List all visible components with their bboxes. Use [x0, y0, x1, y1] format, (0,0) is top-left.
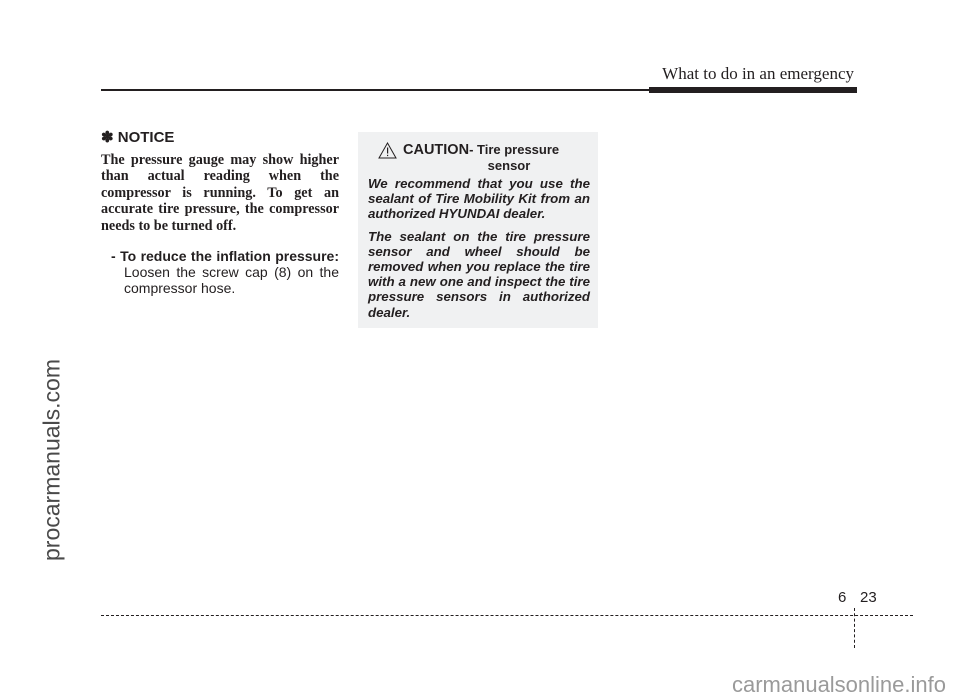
- caution-paragraph-2: The sealant on the tire pressure sensor and wheel should be removed when you replace the tire with a new one and inspect the tire pressure sensors in authorized dealer.: [368, 228, 590, 320]
- notice-body: The pressure gauge may show higher than actual reading when the compressor is running. To get an accurate tire pressure, the compressor needs to be turned off.: [101, 152, 339, 234]
- caution-header: [378, 142, 590, 159]
- bullet-lead: - To reduce the inflation pressure:: [111, 248, 339, 265]
- bullet-text: Loosen the screw cap (8) on the compressor hose.: [124, 264, 339, 297]
- notice-title: [101, 128, 339, 146]
- notice-title-text: ✽ NOTICE: [101, 129, 175, 146]
- warning-triangle-icon: [378, 142, 397, 159]
- caution-box: [358, 132, 598, 328]
- caution-paragraph-1: We recommend that you use the sealant of Tire Mobility Kit from an authorized HYUNDAI dealer.: [368, 176, 590, 222]
- caution-subtitle: - Tire pressure: [469, 142, 560, 157]
- notice-section: [101, 128, 339, 296]
- header-accent-bar: [649, 87, 857, 93]
- caution-label: CAUTION: [403, 142, 470, 158]
- chapter-number: 6: [838, 589, 847, 606]
- caution-subtitle-line2: sensor: [487, 158, 531, 173]
- footer-rule: [101, 615, 913, 616]
- section-title: What to do in an emergency: [662, 64, 854, 83]
- side-watermark: procarmanuals.com: [38, 359, 65, 561]
- page-number: 23: [860, 589, 877, 606]
- page-divider: [854, 608, 855, 648]
- footer-watermark: carmanualsonline.info: [731, 672, 946, 697]
- inflation-bullet: [111, 248, 339, 296]
